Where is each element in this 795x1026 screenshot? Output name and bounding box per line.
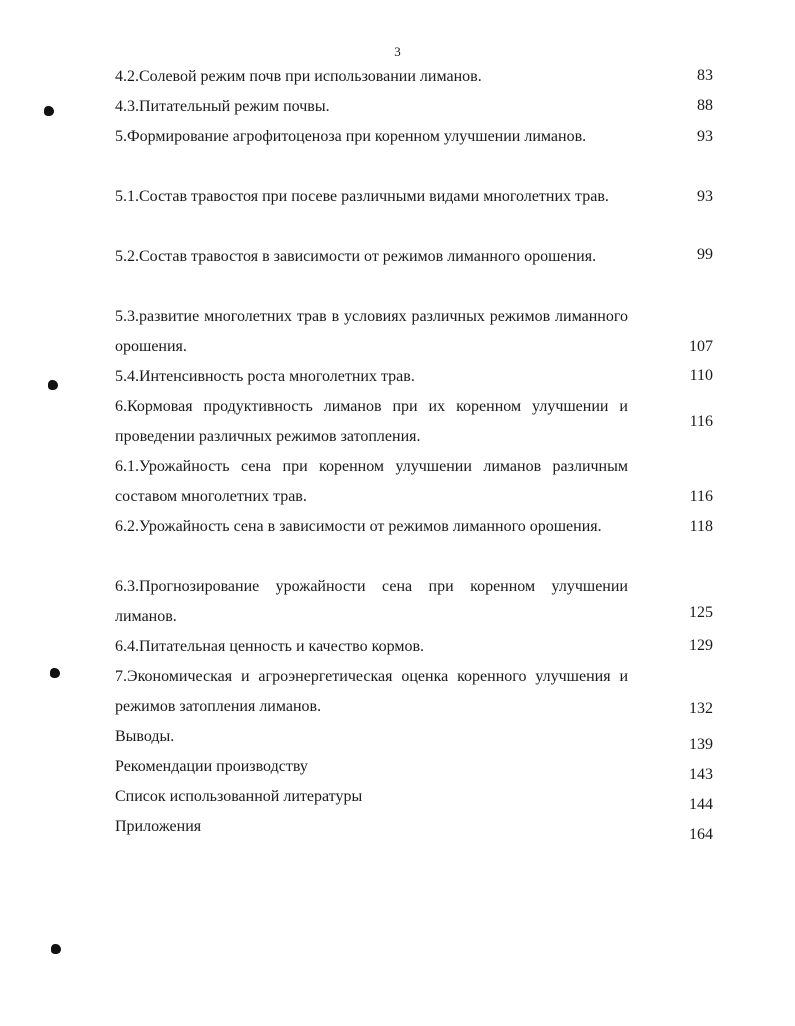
toc-entry-page: 99: [697, 246, 713, 263]
toc-entry: [115, 782, 715, 812]
toc-entry-title: Выводы.: [115, 728, 175, 745]
toc-entry-page: 93: [697, 128, 713, 145]
toc-entry-title: Рекомендации производству: [115, 758, 308, 775]
toc-entry: [115, 302, 715, 362]
toc-entry-page: 116: [689, 413, 713, 430]
page-number: 3: [394, 44, 401, 59]
toc-entry-page: 143: [689, 766, 713, 783]
ink-blot: [44, 106, 54, 116]
toc-entry-title: 6.4.Питательная ценность и качество кормов.: [115, 638, 425, 655]
toc-entry-title: 5.1.Состав травостоя при посеве различными видами многолетних трав.: [115, 188, 609, 205]
toc-entry-title: 6.2.Урожайность сена в зависимости от режимов лиманного орошения.: [115, 518, 602, 535]
toc-entry: [115, 452, 715, 512]
toc-entry: [115, 122, 715, 152]
toc-entry: [115, 632, 715, 662]
toc-entry: [115, 182, 715, 212]
toc-entry: [115, 812, 715, 842]
toc-entry-title: 4.3.Питательный режим почвы.: [115, 98, 330, 115]
toc-entry: [115, 362, 715, 392]
toc-entry-title: 5.2.Состав травостоя в зависимости от режимов лиманного орошения.: [115, 248, 597, 265]
ink-blot: [50, 668, 60, 678]
toc-entry-title: 6.Кормовая продуктивность лиманов при их коренном улучшении и проведении различных режимов затопления.: [115, 398, 628, 445]
toc-entry-title: 5.4.Интенсивность роста многолетних трав.: [115, 368, 415, 385]
toc-entry-title: 6.1.Урожайность сена при коренном улучшении лиманов различным составом многолетних трав.: [115, 458, 628, 505]
toc-entry: [115, 92, 715, 122]
ink-blot: [48, 380, 58, 390]
toc-entry-page: 132: [689, 700, 713, 717]
toc-entry-title: 5.3.развитие многолетних трав в условиях различных режимов лиманного орошения.: [115, 308, 628, 355]
toc-entry-page: 144: [689, 796, 713, 813]
toc-entry: [115, 662, 715, 722]
toc-entry-page: 139: [689, 736, 713, 753]
toc-entry-page: 129: [689, 637, 713, 654]
toc-entry: [115, 752, 715, 782]
toc-entry-page: 107: [689, 338, 713, 355]
toc-entry-title: 7.Экономическая и агроэнергетическая оценка коренного улучшения и режимов затопления лиманов.: [115, 668, 628, 715]
toc-entry: [115, 242, 715, 272]
toc-entry-title: 4.2.Солевой режим почв при использовании лиманов.: [115, 68, 482, 85]
toc-entry-page: 164: [689, 826, 713, 843]
toc-entry-page: 125: [689, 604, 713, 621]
toc-entry-page: 118: [689, 518, 713, 535]
toc-entry-title: 6.3.Прогнозирование урожайности сена при коренном улучшении лиманов.: [115, 578, 628, 625]
toc-entry-title: Список использованной литературы: [115, 788, 363, 805]
toc-entry: [115, 722, 715, 752]
toc-entry-page: 88: [697, 97, 713, 114]
toc-entry: [115, 62, 715, 92]
toc-entry-page: 93: [697, 188, 713, 205]
ink-blot: [51, 944, 61, 954]
toc-entry-title: 5.Формирование агрофитоценоза при коренном улучшении лиманов.: [115, 128, 587, 145]
toc-entry: [115, 572, 715, 632]
toc-entry-page: 116: [689, 488, 713, 505]
toc-entry-page: 110: [689, 367, 713, 384]
toc-entry: [115, 512, 715, 542]
toc-entry: [115, 392, 715, 452]
toc-entry-title: Приложения: [115, 818, 202, 835]
toc-entry-page: 83: [697, 67, 713, 84]
